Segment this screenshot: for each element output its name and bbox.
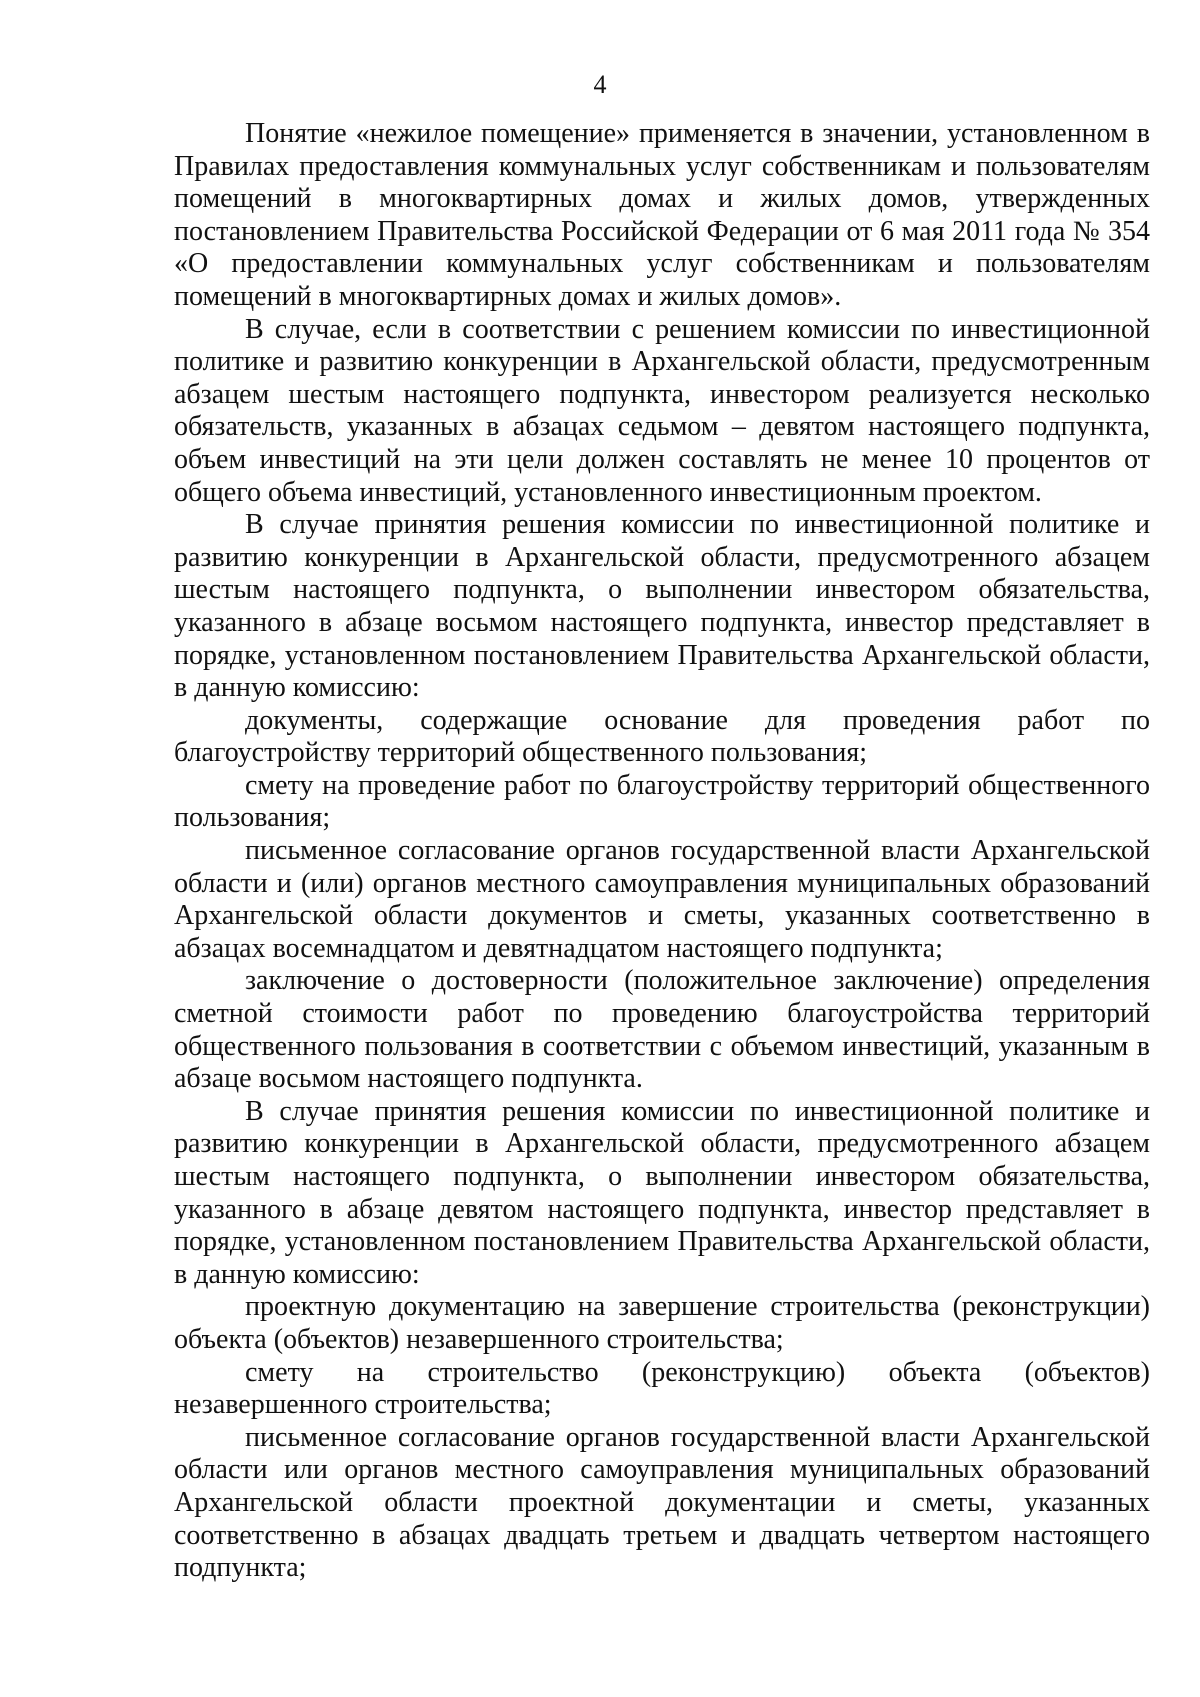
paragraph-landscaping-decision: В случае принятия решения комиссии по инвестиционной политике и развитию конкуренции в Архангельской области, предусмотренного абзацем шестым настоящего подпункта, о выполнении инвестором обязательства, указанного в абзаце восьмом настоящего подпункта, инвестор представляет в порядке, установленном постановлением Правительства Архангельской области, в данную комиссию: (174, 509, 1150, 704)
paragraph-landscaping-documents: документы, содержащие основание для проведения работ по благоустройству территорий общественного пользования; (174, 704, 1150, 769)
paragraph-landscaping-approval: письменное согласование органов государственной власти Архангельской области и (или) органов местного самоуправления муниципальных образований Архангельской области документов и сметы, указанных соответственно в абзацах восемнадцатом и девятнадцатом настоящего подпункта; (174, 835, 1150, 964)
page-number: 4 (593, 70, 607, 99)
paragraph-construction-project-docs: проектную документацию на завершение строительства (реконструкции) объекта (объектов) незавершенного строительства; (174, 1291, 1150, 1355)
document-body (174, 118, 1150, 1585)
paragraph-landscaping-conclusion: заключение о достоверности (положительное заключение) определения сметной стоимости работ по проведению благоустройства территорий общественного пользования в соответствии с объемом инвестиций, указанным в абзаце восьмом настоящего подпункта. (174, 965, 1150, 1095)
paragraph-construction-decision: В случае принятия решения комиссии по инвестиционной политике и развитию конкуренции в Архангельской области, предусмотренного абзацем шестым настоящего подпункта, о выполнении инвестором обязательства, указанного в абзаце девятом настоящего подпункта, инвестор представляет в порядке, установленном постановлением Правительства Архангельской области, в данную комиссию: (174, 1095, 1150, 1290)
paragraph-construction-estimate: смету на строительство (реконструкцию) объекта (объектов) незавершенного строительства; (174, 1356, 1150, 1421)
paragraph-landscaping-estimate: смету на проведение работ по благоустройству территорий общественного пользования; (174, 769, 1150, 834)
paragraph-multiple-obligations: В случае, если в соответствии с решением комиссии по инвестиционной политике и развитию конкуренции в Архангельской области, предусмотренным абзацем шестым настоящего подпункта, инвестором реализуется несколько обязательств, указанных в абзацах седьмом – девятом настоящего подпункта, объем инвестиций на эти цели должен составлять не менее 10 процентов от общего объема инвестиций, установленного инвестиционным проектом. (174, 313, 1150, 508)
paragraph-nonresidential-definition: Понятие «нежилое помещение» применяется в значении, установленном в Правилах предоставления коммунальных услуг собственникам и пользователям помещений в многоквартирных домах и жилых домов, утвержденных постановлением Правительства Российской Федерации от 6 мая 2011 года № 354 «О предоставлении коммунальных услуг собственникам и пользователям помещений в многоквартирных домах и жилых домов». (174, 118, 1150, 312)
paragraph-construction-approval: письменное согласование органов государственной власти Архангельской области или органов местного самоуправления муниципальных образований Архангельской области проектной документации и сметы, указанных соответственно в абзацах двадцать третьем и двадцать четвертом настоящего подпункта; (174, 1421, 1150, 1584)
